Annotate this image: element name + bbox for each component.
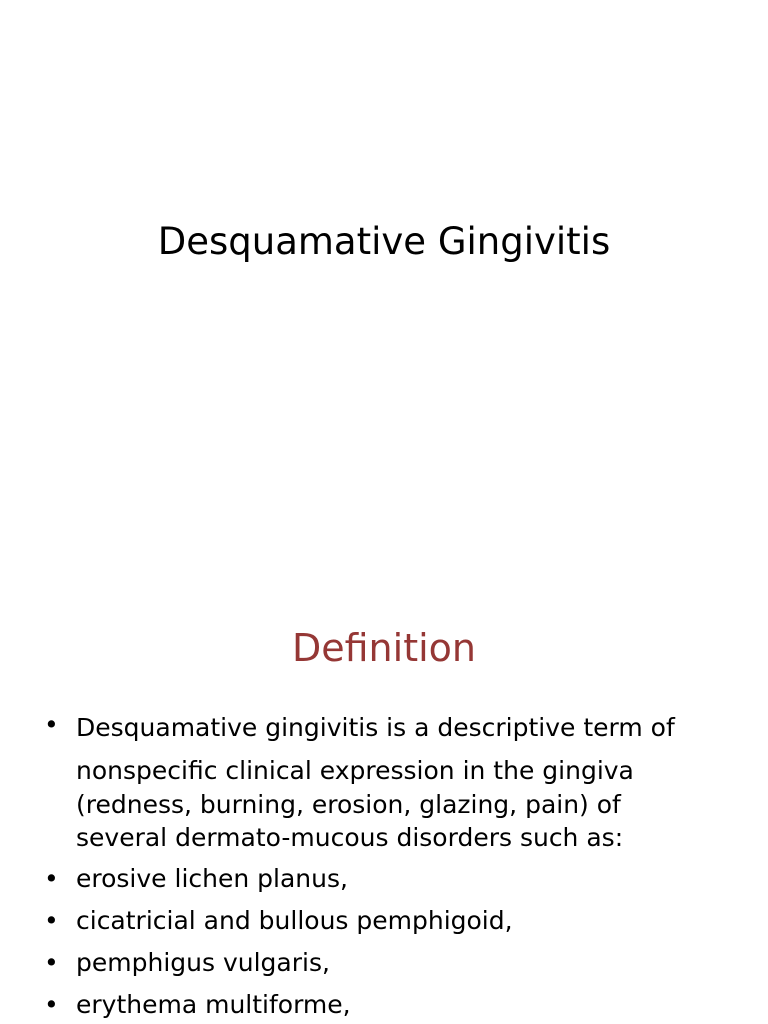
definition-slide (0, 576, 768, 1024)
definition-heading: Definition (291, 626, 476, 670)
bullet-item (44, 942, 744, 984)
intro-line: nonspecific clinical expression in the gingiva (76, 756, 634, 785)
bullet-dot-icon: • (44, 948, 59, 977)
bullet-dot-icon: • (44, 906, 59, 935)
bullet-item-text: erythema multiforme, (76, 990, 351, 1019)
bullet-item (44, 858, 744, 900)
deck-title: Desquamative Gingivitis (157, 220, 611, 263)
definition-bullet-list (44, 710, 744, 1024)
bullet-item-text: pemphigus vulgaris, (76, 948, 330, 977)
bullet-item-text: erosive lichen planus, (76, 864, 348, 893)
bullet-item (44, 900, 744, 942)
bullet-intro (44, 710, 744, 854)
bullet-dot-icon: • (44, 710, 59, 739)
intro-line: Desquamative gingivitis is a descriptive term of (76, 713, 675, 742)
bullet-dot-icon: • (44, 864, 59, 893)
intro-line: (redness, burning, erosion, glazing, pain) of (76, 790, 621, 819)
bullet-dot-icon: • (44, 990, 59, 1019)
intro-line: several dermato-mucous disorders such as: (76, 823, 624, 852)
bullet-item-text: cicatricial and bullous pemphigoid, (76, 906, 513, 935)
bullet-item (44, 984, 744, 1024)
